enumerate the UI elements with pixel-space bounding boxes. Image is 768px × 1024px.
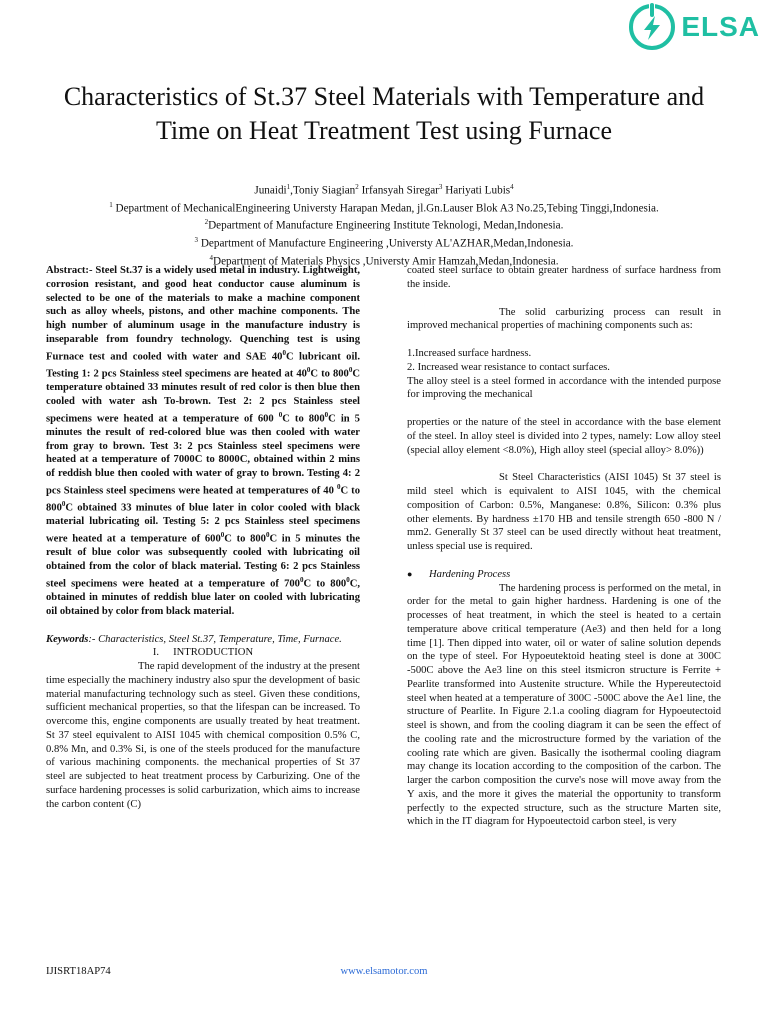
section-heading: I. INTRODUCTION (152, 647, 254, 659)
affiliation: $^4$Department of Materials Physics ,Universty Amir Hamzah,Medan,Indonesia. (209, 253, 559, 268)
paragraph: St Steel Characteristics (AISI 1045) St 37 steel is mild steel which is equivalent to AISI 1045, with the chemical composition of Carbon: 0.5%, Manganese: 0.8%, Silicon: 0.3% plus other elements. By hardness ±170 HB and tensile strength 650 -800 N / mm2. Generally St 37 steel can be used directly without heat treatment, unless special use is required. (407, 472, 721, 552)
author-name: Hariyati Lubis (445, 184, 511, 197)
affiliation: $^2$Department of Manufacture Engineering Institute Teknologi, Medan,Indonesia. (204, 218, 564, 233)
abstract: Abstract:- Steel St.37 is a widely used metal in industry. Lightweight, corrosion resistant, and good heat conductor cause aluminum is selected to be one of the materials to make a machine component such as alloy wheels, pistons, and other machine components. The high number of aluminum usage in the manufacture industry is inseparable from foundry technology. Quenching test is using Furnace test and cooled with water and SAE $40^0C$ lubricant oil. Testing 1: 2 pcs Stainless steel specimens are heated at $40^0C$ to $800^0C$ temperature obtained 33 minutes result of red color is then blue then cooled with water ash To-brown. Test 2: 2 pcs Stainless steel specimens were heated at a temperature of 600 $^0$C to $800^0C$ in 5 minutes the result of red-colored blue was then cooled with water from gray to brown. Test 3: 2 pcs Stainless steel specimens were heated at a temperature of 7000C to 8000C, obtained within 2 mins of reddish blue then cooled with water of gray to brown. Testing 4: 2 pcs Stainless steel specimens were heated at temperatures of 40 $^0$C to $800^0C$ obtained 33 minutes of blue later in color cooled with black material lubricating oil. Testing 5: 2 pcs Stainless steel specimens were heated at a temperature of $600^0C$ to $800^0C$ in 5 minutes the result of blue color was subsequently cooled with lubricating oil obtained from the color of black material. Testing 6: 2 pcs Stainless steel specimens were heated at a temperature of $700^0C$ to $800^0C$, obtained in minutes of reddish blue later on cooled with lubricating oil obtained by color from black material. (46, 265, 361, 617)
left-column (46, 264, 360, 811)
affiliation: $^3$ Department of Manufacture Engineering ,Universty AL'AZHAR,Medan,Indonesia. (194, 236, 574, 250)
author-list: Junaidi$^1$,Toniy Siagian$^2$ Irfansyah Siregar$^3$ Hariyati Lubis$^4$ (254, 183, 514, 197)
author-name: Irfansyah Siregar (361, 184, 439, 197)
keywords: Keywords:- Characteristics, Steel St.37, Temperature, Time, Furnace. (46, 633, 342, 645)
author-block (40, 180, 728, 269)
list-item: 2. Increased wear resistance to contact surfaces. (407, 361, 610, 373)
intro-paragraph: The rapid development of the industry at the present time especially the machinery industry also spur the development of basic material manufacturing technology such as steel. Given these conditions, sufficient mechanical properties, so that the lifespan can be increased. To overcome this, engine components are usually treated by heat treatment. St 37 steel equivalent to AISI 1045 with chemical composition 0.5% C, 0.8% Mn, and 0.3% Si, is one of the steels produced for the manufacture of various machining components. the mechanical properties of St 37 steel are subjected to heat treatment process by Carburizing. One of the surface hardening processes is solid carburization, which aims to increase the carbon content (C) (46, 661, 360, 810)
author-name: Toniy Siagian (292, 184, 356, 197)
paragraph: properties or the nature of the steel in accordance with the base element of the steel. In alloy steel is divided into 2 types, namely: Low alloy steel (special alloy element <8.0%), High alloy steel (special alloy> 8.0%)) (407, 417, 721, 456)
paper-id: IJISRT18AP74 (46, 966, 111, 977)
paragraph: The alloy steel is a steel formed in accordance with the intended purpose for improving the mechanical (407, 375, 721, 401)
affiliation: $^1$ Department of MechanicalEngineering Universty Harapan Medan, jl.Gn.Lauser Blok A3 No.25,Tebing Tinggi,Indonesia. (109, 200, 659, 215)
bullet-icon: ● (407, 568, 413, 579)
subsection-heading: ● Hardening Process (407, 568, 511, 580)
logo-wordmark: ELSA (681, 11, 760, 42)
list-item: 1.Increased surface hardness. (407, 348, 532, 359)
paragraph: The solid carburizing process can result in improved mechanical properties of machining components such as: (407, 306, 721, 332)
paragraph: The hardening process is performed on the metal, in order for the metal to gain higher hardness. Hardening is one of the processes of heat treatment, in which the steel is heated to a certain temperature above critical temperature (Ae3) and then held for a long time [1]. Then dipped into water, oil or water of saline solution depends on the type of steel. For Hypoeutektoid heating steel is done at 300C -500C above the Ae3 line on this steel itsmicron structure is Ferrite + Pearlite transformed into Austenite structure. While the Hypereutectoid steel when heated at a temperature of 300C -500C above the Ae1 line, the structure of Pearlite. In Figure 2.1.a cooling diagram for Hypoeutectoid steel is shown, and from the cooling diagram it can be seen the effect of the cooling rate and the microstructure formed by the variation of the cooling rate which are given. Basically the isothermal cooling diagram may change its location according to the composition of the carbon. The larger the carbon composition the curve's nose will move away from the Y axis, and the more it gives the material the opportunity to transform perfectly to the expected structure, such as the structure Marten site, which in the IT diagram for Hypoeutectoid carbon steel, is very (407, 582, 721, 828)
right-column (407, 264, 721, 829)
author-name: Junaidi (254, 184, 287, 197)
paragraph: coated steel surface to obtain greater hardness of surface hardness from the inside. (407, 265, 721, 290)
paper-title: Characteristics of St.37 Steel Materials with Temperature and Time on Heat Treatment Test using Furnace (63, 82, 705, 145)
footer-link[interactable]: www.elsamotor.com (340, 966, 428, 977)
elsa-logo[interactable] (627, 2, 760, 52)
power-bolt-icon (627, 2, 677, 52)
